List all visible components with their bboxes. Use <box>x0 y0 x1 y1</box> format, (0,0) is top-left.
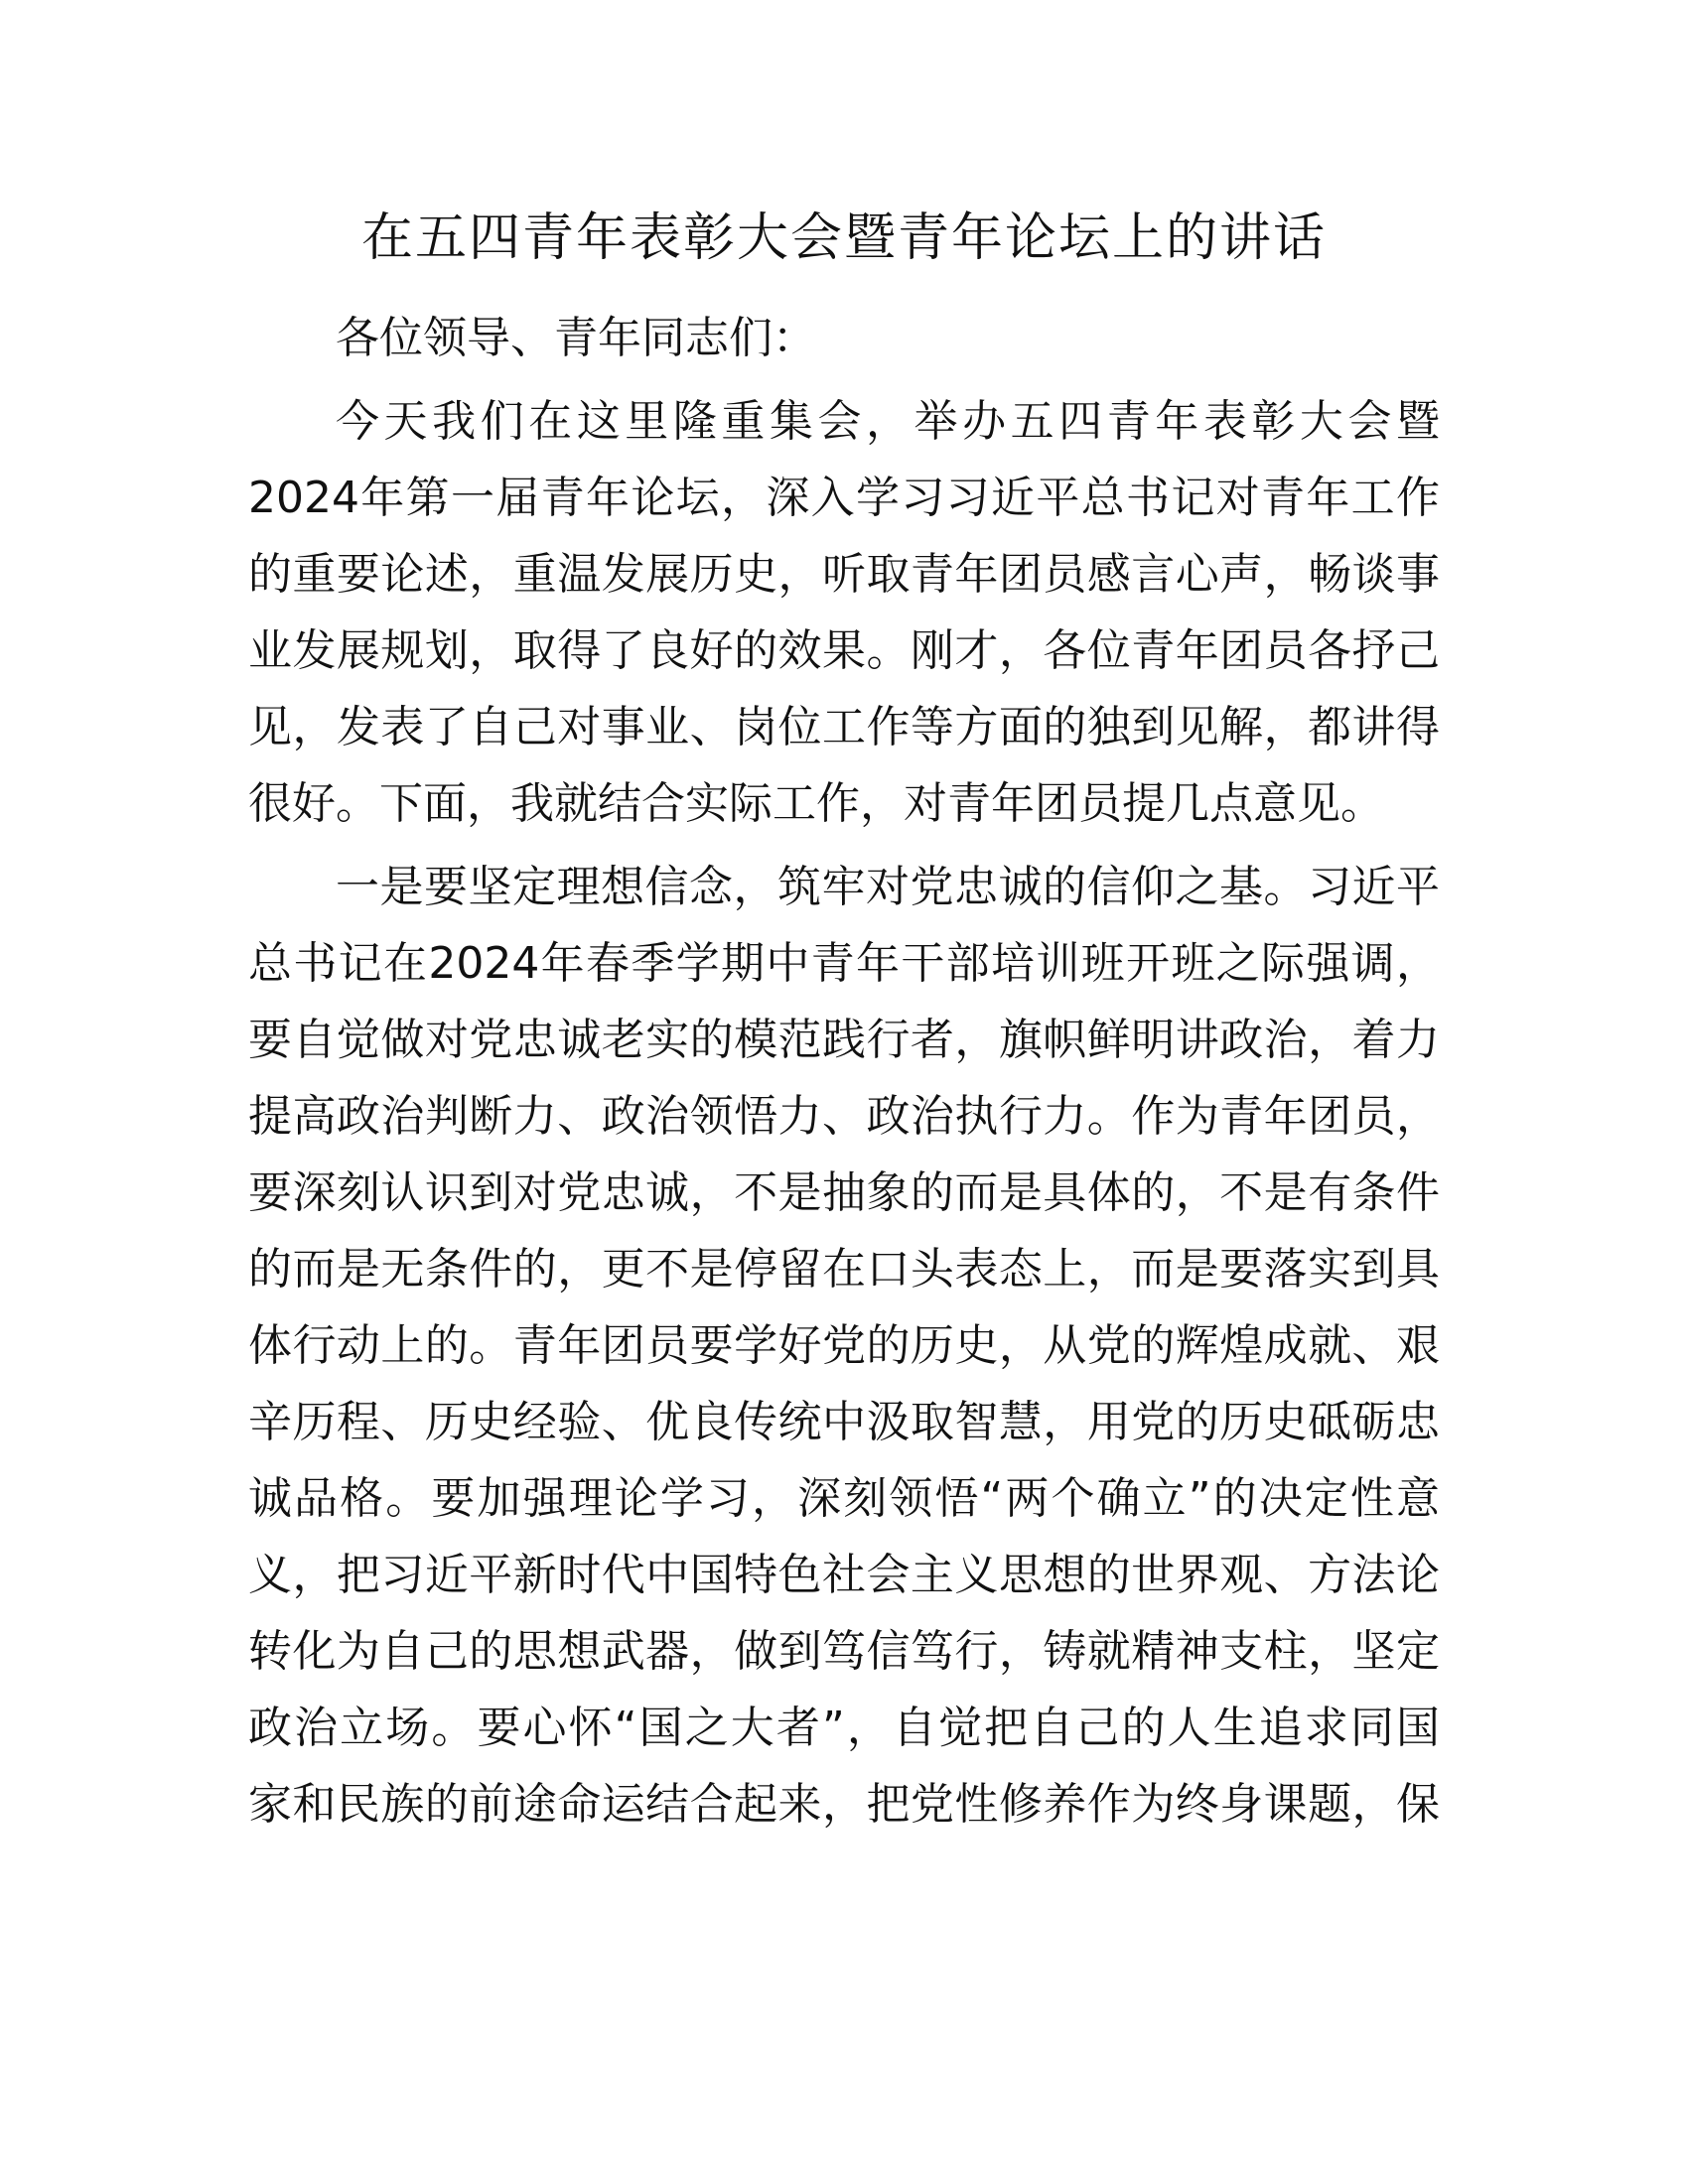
paragraph-line: 辛历程、历史经验、优良传统中汲取智慧，用党的历史砥砺忠 <box>248 1397 1440 1447</box>
paragraph-line: 体行动上的。青年团员要学好党的历史，从党的辉煌成就、艰 <box>248 1320 1440 1371</box>
paragraph-line: 今天我们在这里隆重集会，举办五四青年表彰大会暨 <box>336 396 1440 447</box>
paragraph-line: 见，发表了自己对事业、岗位工作等方面的独到见解，都讲得 <box>248 702 1440 752</box>
paragraph-line: 的重要论述，重温发展历史，听取青年团员感言心声，畅谈事 <box>248 549 1440 600</box>
paragraph-line: 提高政治判断力、政治领悟力、政治执行力。作为青年团员， <box>248 1091 1440 1142</box>
salutation: 各位领导、青年同志们： <box>336 313 816 363</box>
document-body <box>248 300 1440 1843</box>
paragraph-2 <box>248 849 1440 1843</box>
paragraph-line: 总书记在2024年春季学期中青年干部培训班开班之际强调， <box>248 938 1440 989</box>
paragraph-line: 诚品格。要加强理论学习，深刻领悟“两个确立”的决定性意 <box>248 1473 1440 1524</box>
paragraph-line: 转化为自己的思想武器，做到笃信笃行，铸就精神支柱，坚定 <box>248 1626 1440 1677</box>
paragraph-line: 家和民族的前途命运结合起来，把党性修养作为终身课题，保 <box>248 1779 1440 1830</box>
paragraph-line: 要自觉做对党忠诚老实的模范践行者，旗帜鲜明讲政治，着力 <box>248 1015 1440 1065</box>
paragraph-line: 政治立场。要心怀“国之大者”，自觉把自己的人生追求同国 <box>248 1703 1440 1753</box>
paragraph-line: 2024年第一届青年论坛，深入学习习近平总书记对青年工作 <box>248 473 1440 523</box>
paragraph-line: 业发展规划，取得了良好的效果。刚才，各位青年团员各抒己 <box>248 625 1440 676</box>
paragraph-line: 一是要坚定理想信念，筑牢对党忠诚的信仰之基。习近平 <box>336 862 1440 912</box>
paragraph-line: 要深刻认识到对党忠诚，不是抽象的而是具体的，不是有条件 <box>248 1167 1440 1218</box>
paragraph-line: 义，把习近平新时代中国特色社会主义思想的世界观、方法论 <box>248 1550 1440 1600</box>
paragraph-line: 很好。下面，我就结合实际工作，对青年团员提几点意见。 <box>248 778 1384 829</box>
paragraph-line: 的而是无条件的，更不是停留在口头表态上，而是要落实到具 <box>248 1244 1440 1295</box>
paragraph-1 <box>248 383 1440 842</box>
document-title: 在五四青年表彰大会暨青年论坛上的讲话 <box>360 208 1327 268</box>
